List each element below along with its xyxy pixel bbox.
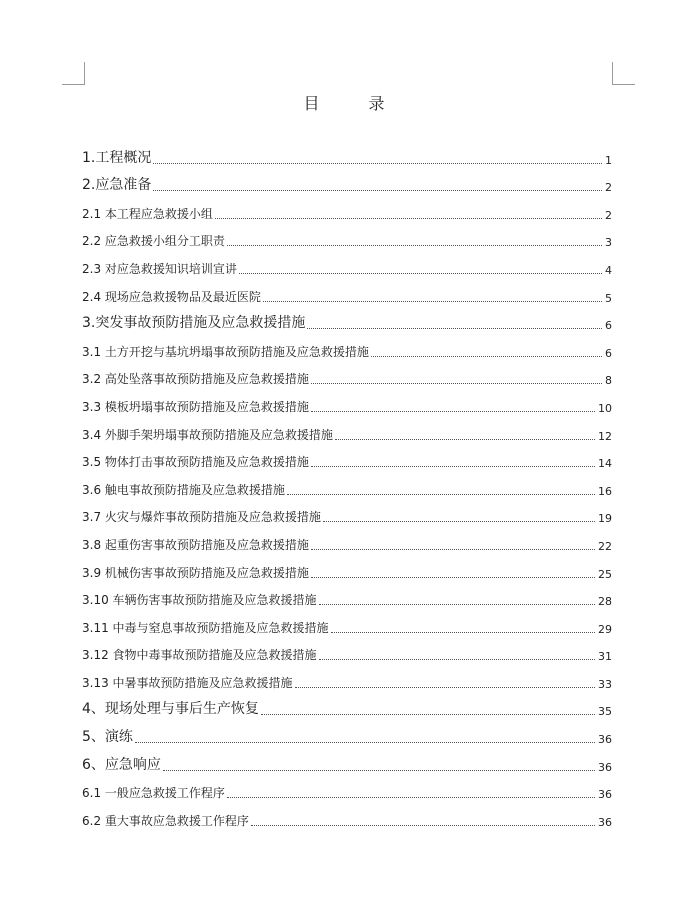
toc-entry[interactable] (82, 611, 612, 639)
toc-entry-page-number: 6 (605, 319, 612, 333)
toc-entry-page-number: 36 (598, 733, 612, 747)
toc-entry-label: 1.工程概况 (82, 149, 152, 166)
toc-entry-page-number: 28 (598, 595, 612, 609)
toc-entry[interactable] (82, 142, 612, 170)
toc-entry[interactable] (82, 694, 612, 722)
toc-entry-page-number: 2 (605, 181, 612, 195)
toc-entry[interactable] (82, 280, 612, 308)
toc-entry-page-number: 33 (598, 677, 612, 691)
toc-dot-leader (287, 494, 595, 495)
toc-dot-leader (311, 577, 595, 578)
toc-entry[interactable] (82, 446, 612, 474)
toc-entry-label: 2.3 对应急救援知识培训宣讲 (82, 261, 237, 276)
toc-entry-page-number: 29 (598, 622, 612, 636)
toc-dot-leader (311, 383, 602, 384)
toc-entry-page-number: 35 (598, 705, 612, 719)
toc-entry-page-number: 8 (605, 374, 612, 388)
toc-entry-label: 3.12 食物中毒事故预防措施及应急救援措施 (82, 648, 317, 663)
toc-entry-label: 3.5 物体打击事故预防措施及应急救援措施 (82, 455, 309, 470)
toc-dot-leader (295, 687, 595, 688)
toc-dot-leader (319, 659, 595, 660)
toc-entry-label: 6.1 一般应急救援工作程序 (82, 786, 225, 801)
toc-dot-leader (311, 466, 595, 467)
toc-entry-page-number: 4 (605, 263, 612, 277)
toc-entry[interactable] (82, 473, 612, 501)
toc-entry-label: 3.6 触电事故预防措施及应急救援措施 (82, 482, 285, 497)
toc-entry[interactable] (82, 749, 612, 777)
toc-entry-label: 2.1 本工程应急救援小组 (82, 206, 213, 221)
toc-entry-label: 2.应急准备 (82, 177, 152, 194)
toc-entry-label: 3.突发事故预防措施及应急救援措施 (82, 315, 306, 332)
crop-mark-top-left (62, 62, 85, 85)
toc-entry[interactable] (82, 418, 612, 446)
toc-dot-leader (153, 190, 602, 191)
toc-dot-leader (323, 521, 595, 522)
toc-entry-label: 3.11 中毒与窒息事故预防措施及应急救援措施 (82, 620, 329, 635)
toc-entry-page-number: 1 (605, 153, 612, 167)
toc-entry-label: 2.2 应急救援小组分工职责 (82, 234, 225, 249)
toc-entry-label: 3.10 车辆伤害事故预防措施及应急救援措施 (82, 593, 317, 608)
toc-entry[interactable] (82, 225, 612, 253)
toc-entry-page-number: 14 (598, 457, 612, 471)
toc-entry-label: 6、应急响应 (82, 756, 161, 773)
toc-entry[interactable] (82, 666, 612, 694)
toc-dot-leader (307, 328, 602, 329)
crop-mark-top-right (612, 62, 635, 85)
toc-entry-page-number: 31 (598, 650, 612, 664)
toc-entry[interactable] (82, 170, 612, 198)
toc-dot-leader (215, 218, 602, 219)
toc-dot-leader (263, 301, 602, 302)
toc-entry-page-number: 12 (598, 429, 612, 443)
toc-entry[interactable] (82, 363, 612, 391)
toc-entry-page-number: 36 (598, 760, 612, 774)
toc-entry-page-number: 19 (598, 512, 612, 526)
toc-entry[interactable] (82, 197, 612, 225)
toc-entry[interactable] (82, 308, 612, 336)
toc-dot-leader (371, 356, 602, 357)
toc-entry[interactable] (82, 252, 612, 280)
toc-entry-label: 6.2 重大事故应急救援工作程序 (82, 813, 249, 828)
toc-entry-label: 2.4 现场应急救援物品及最近医院 (82, 289, 261, 304)
toc-entry-page-number: 22 (598, 539, 612, 553)
toc-entry[interactable] (82, 528, 612, 556)
toc-entry[interactable] (82, 584, 612, 612)
toc-dot-leader (227, 797, 595, 798)
toc-entry[interactable] (82, 721, 612, 749)
toc-entry[interactable] (82, 639, 612, 667)
toc-entry-page-number: 36 (598, 815, 612, 829)
toc-dot-leader (251, 825, 595, 826)
toc-entry-label: 3.13 中暑事故预防措施及应急救援措施 (82, 675, 293, 690)
toc-entry-page-number: 10 (598, 401, 612, 415)
toc-entry[interactable] (82, 335, 612, 363)
toc-entry[interactable] (82, 777, 612, 805)
toc-entry[interactable] (82, 390, 612, 418)
toc-dot-leader (319, 604, 595, 605)
toc-entry-page-number: 25 (598, 567, 612, 581)
toc-dot-leader (227, 245, 602, 246)
toc-dot-leader (261, 714, 595, 715)
toc-entry[interactable] (82, 501, 612, 529)
toc-dot-leader (335, 439, 595, 440)
toc-dot-leader (239, 273, 602, 274)
toc-entry-page-number: 3 (605, 236, 612, 250)
toc-title: 目 录 (303, 94, 407, 113)
toc-entry-label: 3.3 模板坍塌事故预防措施及应急救援措施 (82, 399, 309, 414)
toc-entry-label: 3.7 火灾与爆炸事故预防措施及应急救援措施 (82, 510, 321, 525)
toc-dot-leader (135, 742, 595, 743)
toc-dot-leader (311, 549, 595, 550)
toc-entry-page-number: 2 (605, 208, 612, 222)
toc-entry-page-number: 5 (605, 291, 612, 305)
toc-entry-page-number: 6 (605, 346, 612, 360)
toc-entry-page-number: 36 (598, 788, 612, 802)
toc-entry-label: 5、演练 (82, 729, 133, 746)
table-of-contents (82, 142, 612, 832)
toc-dot-leader (311, 411, 595, 412)
toc-entry-label: 3.8 起重伤害事故预防措施及应急救援措施 (82, 537, 309, 552)
toc-entry-label: 3.2 高处坠落事故预防措施及应急救援措施 (82, 372, 309, 387)
toc-entry-label: 4、现场处理与事后生产恢复 (82, 701, 259, 718)
toc-entry-label: 3.4 外脚手架坍塌事故预防措施及应急救援措施 (82, 427, 333, 442)
toc-dot-leader (163, 770, 595, 771)
toc-entry[interactable] (82, 556, 612, 584)
toc-dot-leader (153, 163, 602, 164)
toc-dot-leader (331, 632, 595, 633)
toc-entry[interactable] (82, 804, 612, 832)
toc-entry-label: 3.9 机械伤害事故预防措施及应急救援措施 (82, 565, 309, 580)
toc-entry-label: 3.1 土方开挖与基坑坍塌事故预防措施及应急救援措施 (82, 344, 369, 359)
toc-entry-page-number: 16 (598, 484, 612, 498)
